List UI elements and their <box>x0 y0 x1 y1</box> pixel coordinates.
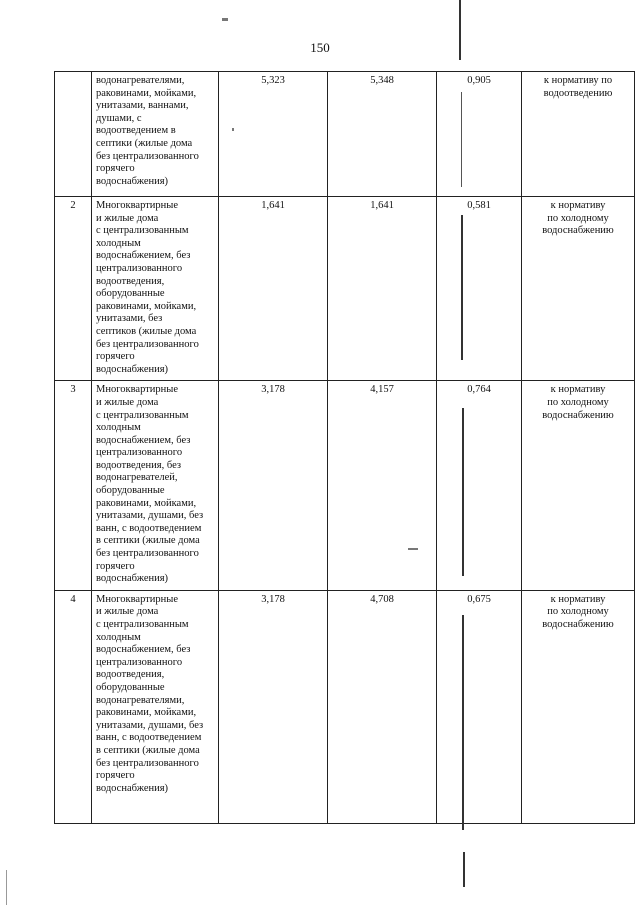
row-note: к нормативу по водоотведению <box>522 72 635 197</box>
value-cell-2: 4,708 <box>328 590 437 823</box>
value-cell-1: 5,323 <box>219 72 328 197</box>
row-number: 2 <box>55 197 92 381</box>
row-note: к нормативу по холодному водоснабжению <box>522 381 635 591</box>
row-note: к нормативу по холодному водоснабжению <box>522 197 635 381</box>
row-description: Многоквартирные и жилые дома с централизованным холодным водоснабжением, без централизованного водоотведения, оборудованные водонагревателями, раковинами, мойками, унитазами, душами, без ванн, с водоотведением в септики (жилые дома без централизованного горячего водоснабжения) <box>92 590 219 823</box>
value-cell-2: 4,157 <box>328 381 437 591</box>
value-cell-3: 0,905 <box>437 72 522 197</box>
scan-artifact-left-edge <box>6 870 7 905</box>
value-cell-3: 0,764 <box>437 381 522 591</box>
value-cell-2: 5,348 <box>328 72 437 197</box>
scan-artifact-dot <box>408 548 418 550</box>
row-description: Многоквартирные и жилые дома с централизованным холодным водоснабжением, без централизованного водоотведения, оборудованные раковинами, мойками, унитазами, без септиков (жилые дома без централизованного горячего водоснабжения) <box>92 197 219 381</box>
value-cell-1: 1,641 <box>219 197 328 381</box>
row-description: водонагревателями, раковинами, мойками, унитазами, ваннами, душами, с водоотведением в септики (жилые дома без централизованного горячего водоснабжения) <box>92 72 219 197</box>
row-description: Многоквартирные и жилые дома с централизованным холодным водоснабжением, без централизованного водоотведения, без водонагревателей, оборудованные раковинами, мойками, унитазами, душами, без ванн, с водоотведением в септики (жилые дома без централизованного горячего водоснабжения) <box>92 381 219 591</box>
scan-artifact-top <box>459 0 461 60</box>
table-row <box>55 72 635 197</box>
value-cell-1: 3,178 <box>219 381 328 591</box>
scan-artifact-col4 <box>462 615 464 830</box>
scan-artifact-col3 <box>462 408 464 576</box>
table-row <box>55 381 635 591</box>
row-number <box>55 72 92 197</box>
row-number: 3 <box>55 381 92 591</box>
row-number: 4 <box>55 590 92 823</box>
scan-artifact-col1 <box>461 92 462 187</box>
scan-artifact-dot <box>232 128 234 131</box>
scan-artifact-col2 <box>461 215 463 360</box>
value-cell-3: 0,581 <box>437 197 522 381</box>
table-row <box>55 197 635 381</box>
scan-artifact-bottom <box>463 852 465 887</box>
scan-artifact-dot <box>222 18 228 21</box>
norms-table <box>54 71 635 824</box>
value-cell-1: 3,178 <box>219 590 328 823</box>
value-cell-2: 1,641 <box>328 197 437 381</box>
table-row <box>55 590 635 823</box>
row-note: к нормативу по холодному водоснабжению <box>522 590 635 823</box>
value-cell-3: 0,675 <box>437 590 522 823</box>
page-number: 150 <box>310 40 330 55</box>
